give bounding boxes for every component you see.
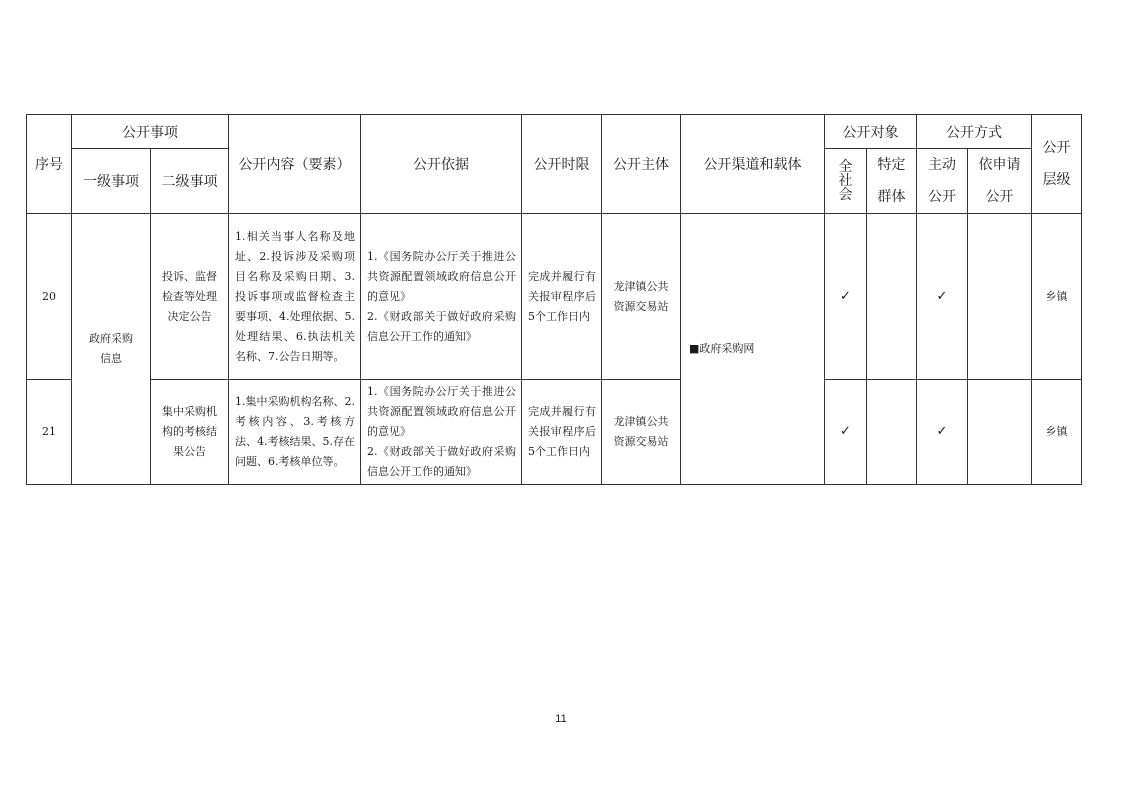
row-seq: 20 bbox=[27, 214, 72, 380]
header-target-all bbox=[825, 149, 867, 214]
header-target-specific bbox=[867, 149, 917, 214]
header-basis: 公开依据 bbox=[361, 115, 522, 214]
header-level1: 一级事项 bbox=[72, 149, 151, 214]
header-level bbox=[1032, 115, 1082, 214]
header-target-all-char1: 全 bbox=[838, 159, 853, 175]
header-channel: 公开渠道和载体 bbox=[681, 115, 825, 214]
header-target-specific-line2: 群体 bbox=[877, 189, 906, 205]
row-target-specific bbox=[867, 380, 917, 485]
row-seq: 21 bbox=[27, 380, 72, 485]
header-public-items: 公开事项 bbox=[72, 115, 229, 149]
row-target-all: ✓ bbox=[825, 380, 867, 485]
row-time-limit: 完成并履行有关报审程序后5个工作日内 bbox=[522, 214, 602, 380]
header-seq: 序号 bbox=[27, 115, 72, 214]
header-content: 公开内容（要素） bbox=[229, 115, 361, 214]
header-method-apply-line1: 依申请 bbox=[978, 157, 1021, 173]
header-subject: 公开主体 bbox=[602, 115, 681, 214]
row-method-apply bbox=[968, 380, 1032, 485]
row-level2: 集中采购机构的考核结果公告 bbox=[151, 380, 229, 485]
page-number: 11 bbox=[555, 713, 567, 725]
header-target-all-char3: 会 bbox=[838, 187, 853, 203]
header-method-active bbox=[917, 149, 968, 214]
table-row bbox=[27, 380, 1082, 485]
header-time-limit: 公开时限 bbox=[522, 115, 602, 214]
header-level-line2: 层级 bbox=[1042, 172, 1071, 188]
row-target-specific bbox=[867, 214, 917, 380]
header-method-apply bbox=[968, 149, 1032, 214]
header-level2: 二级事项 bbox=[151, 149, 229, 214]
row-method-active: ✓ bbox=[917, 380, 968, 485]
row-subject: 龙津镇公共资源交易站 bbox=[602, 380, 681, 485]
row-method-apply bbox=[968, 214, 1032, 380]
header-target: 公开对象 bbox=[825, 115, 917, 149]
row-level: 乡镇 bbox=[1032, 214, 1082, 380]
header-target-specific-line1: 特定 bbox=[877, 157, 906, 173]
header-method-active-line2: 公开 bbox=[928, 189, 956, 205]
row-basis: 1.《国务院办公厅关于推进公共资源配置领域政府信息公开的意见》 2.《财政部关于做好政府采购信息公开工作的通知》 bbox=[361, 380, 522, 485]
row-basis: 1.《国务院办公厅关于推进公共资源配置领域政府信息公开的意见》 2.《财政部关于做好政府采购信息公开工作的通知》 bbox=[361, 214, 522, 380]
disclosure-table bbox=[26, 114, 1082, 485]
table-row bbox=[27, 214, 1082, 380]
row-level: 乡镇 bbox=[1032, 380, 1082, 485]
header-level-line1: 公开 bbox=[1042, 140, 1071, 156]
row-time-limit: 完成并履行有关报审程序后5个工作日内 bbox=[522, 380, 602, 485]
row-content: 1.集中采购机构名称、2.考核内容、3.考核方法、4.考核结果、5.存在问题、6.考核单位等。 bbox=[229, 380, 361, 485]
header-method: 公开方式 bbox=[917, 115, 1032, 149]
row-level2: 投诉、监督检查等处理决定公告 bbox=[151, 214, 229, 380]
row-content: 1.相关当事人名称及地址、2.投诉涉及采购项目名称及采购日期、3.投诉事项或监督检查主要事项、4.处理依据、5.处理结果、6.执法机关名称、7.公告日期等。 bbox=[229, 214, 361, 380]
row-subject: 龙津镇公共资源交易站 bbox=[602, 214, 681, 380]
row-target-all: ✓ bbox=[825, 214, 867, 380]
row-channel: ■政府采购网 bbox=[681, 214, 825, 485]
row-level1: 政府采购信息 bbox=[72, 214, 151, 485]
header-method-apply-line2: 公开 bbox=[985, 189, 1014, 205]
header-target-all-char2: 社 bbox=[838, 173, 853, 189]
row-method-active: ✓ bbox=[917, 214, 968, 380]
header-method-active-line1: 主动 bbox=[928, 157, 956, 173]
